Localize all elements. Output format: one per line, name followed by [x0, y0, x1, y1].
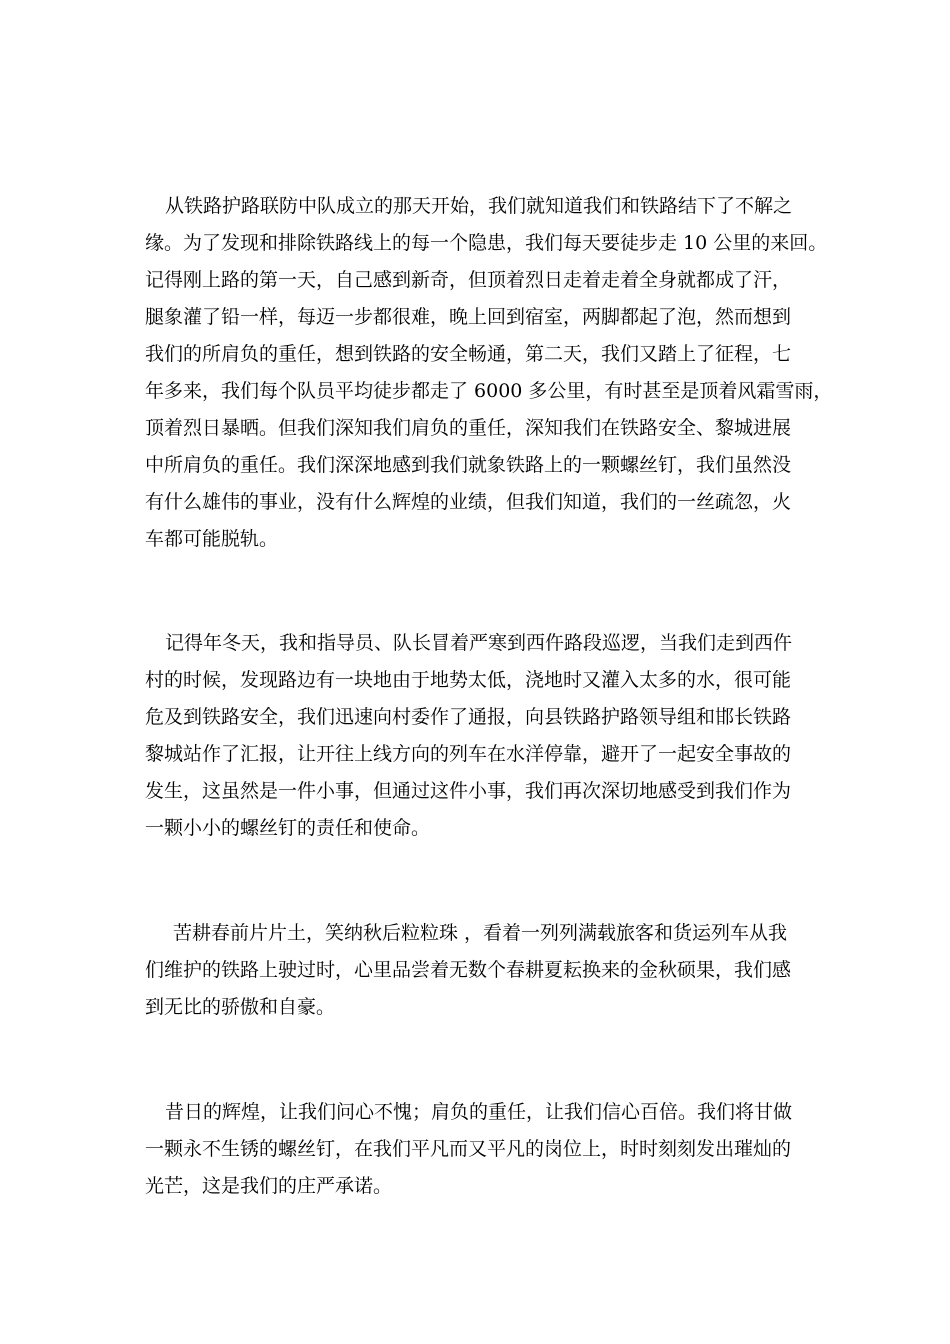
paragraph-line: 有什么雄伟的事业，没有什么辉煌的业绩，但我们知道，我们的一丝疏忽，火: [145, 491, 792, 513]
paragraph-line: 我们的所肩负的重任，想到铁路的安全畅通，第二天，我们又踏上了征程，七: [145, 343, 792, 365]
paragraph-line: 年多来，我们每个队员平均徒步都走了 6000 多公里，有时甚至是顶着风霜雪雨，: [145, 380, 833, 402]
paragraph-line: 中所肩负的重任。我们深深地感到我们就象铁路上的一颗螺丝钉，我们虽然没: [145, 454, 792, 476]
paragraph-line: 记得刚上路的第一天，自己感到新奇，但顶着烈日走着走着全身就都成了汗，: [145, 269, 792, 291]
paragraph-line: 记得年冬天，我和指导员、队长冒着严寒到西仵路段巡逻，当我们走到西仵: [165, 632, 793, 654]
paragraph-line: 一颗小小的螺丝钉的责任和使命。: [145, 817, 431, 839]
paragraph-line: 光芒，这是我们的庄严承诺。: [145, 1175, 393, 1197]
paragraph-line: 缘。为了发现和排除铁路线上的每一个隐患，我们每天要徒步走 10 公里的来回。: [145, 232, 828, 254]
paragraph-line: 从铁路护路联防中队成立的那天开始，我们就知道我们和铁路结下了不解之: [165, 195, 793, 217]
paragraph-line: 到无比的骄傲和自豪。: [145, 996, 336, 1018]
paragraph-line: 车都可能脱轨。: [145, 528, 279, 550]
paragraph-line: 发生，这虽然是一件小事，但通过这件小事，我们再次深切地感受到我们作为: [145, 780, 792, 802]
paragraph-line: 顶着烈日暴晒。但我们深知我们肩负的重任，深知我们在铁路安全、黎城进展: [145, 417, 792, 439]
paragraph-line: 昔日的辉煌，让我们问心不愧；肩负的重任，让我们信心百倍。我们将甘做: [165, 1101, 793, 1123]
paragraph-line: 村的时候，发现路边有一块地由于地势太低，浇地时又灌入太多的水，很可能: [145, 669, 792, 691]
paragraph-line: 们维护的铁路上驶过时，心里品尝着无数个春耕夏耘换来的金秋硕果，我们感: [145, 959, 792, 981]
paragraph-line: 危及到铁路安全，我们迅速向村委作了通报，向县铁路护路领导组和邯长铁路: [145, 706, 792, 728]
paragraph-line: 一颗永不生锈的螺丝钉，在我们平凡而又平凡的岗位上，时时刻刻发出璀灿的: [145, 1138, 792, 1160]
paragraph-line: 黎城站作了汇报，让开往上线方向的列车在水洋停靠，避开了一起安全事故的: [145, 743, 792, 765]
paragraph-line: 苦耕春前片片土，笑纳秋后粒粒珠 ，看着一列列满载旅客和货运列车从我: [173, 922, 788, 944]
paragraph-line: 腿象灌了铅一样，每迈一步都很难，晚上回到宿室，两脚都起了泡，然而想到: [145, 306, 792, 328]
